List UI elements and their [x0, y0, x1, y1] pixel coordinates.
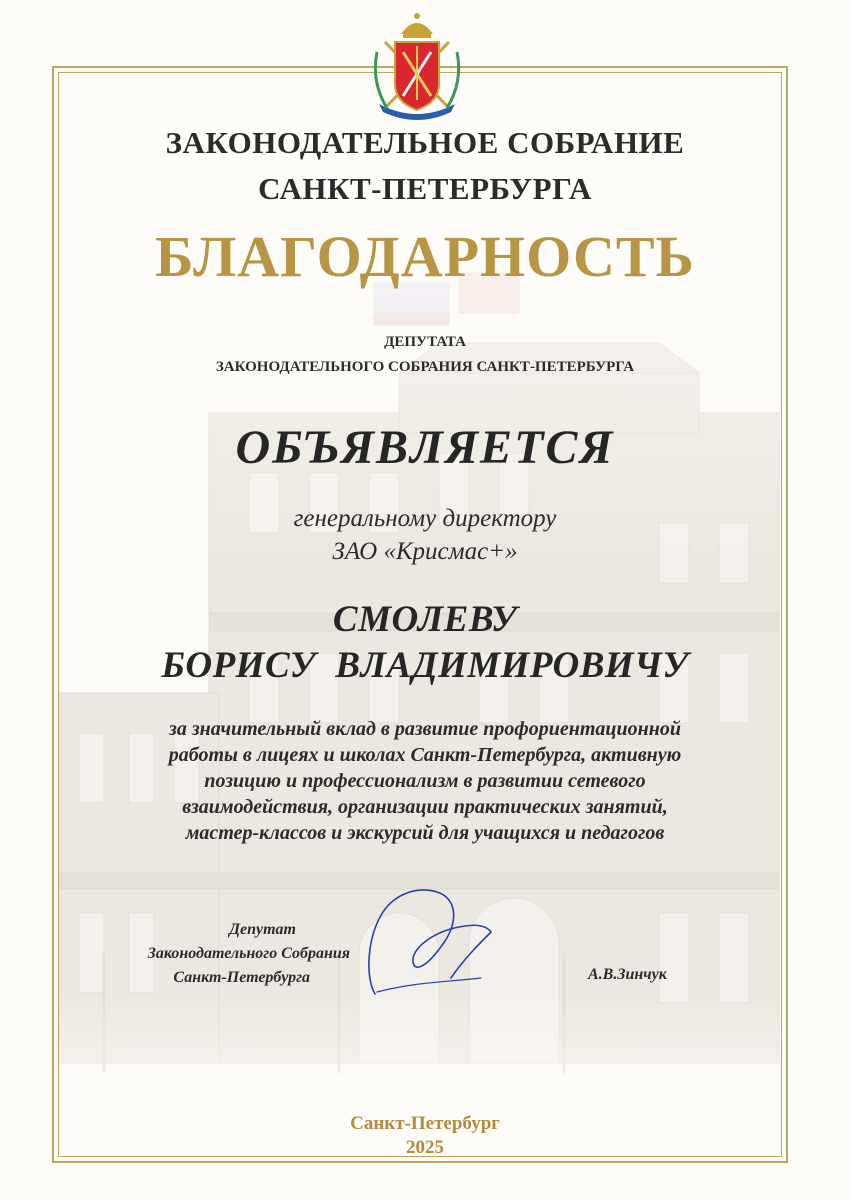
reason-line: работы в лицеях и школах Санкт-Петербурга, активную: [168, 744, 682, 766]
signer-role: [90, 918, 350, 990]
reason-text: [60, 716, 790, 846]
announce-heading: ОБЪЯВЛЯЕТСЯ: [235, 421, 615, 474]
signer-name: А.В.Зинчук: [588, 966, 667, 983]
footer: [60, 1112, 790, 1160]
deputy-line-1: ДЕПУТАТА: [384, 334, 466, 350]
assembly-heading: [60, 120, 790, 212]
reason-line: взаимодействия, организации практических занятий,: [182, 796, 668, 818]
signer-role-line-3: Санкт-Петербурга: [173, 969, 310, 986]
document-title: БЛАГОДАРНОСТЬ: [155, 224, 695, 289]
handwritten-signature: [355, 882, 505, 1007]
recipient-name: [60, 597, 790, 689]
footer-year: 2025: [406, 1137, 444, 1158]
reason-line: за значительный вклад в развитие профориентационной: [169, 718, 681, 740]
name-line-2: БОРИСУ ВЛАДИМИРОВИЧУ: [161, 645, 689, 686]
assembly-line-2: САНКТ-ПЕТЕРБУРГА: [258, 171, 592, 206]
recipient-position: [60, 502, 790, 568]
signer-role-line-1: Депутат: [229, 921, 296, 938]
position-line-2: ЗАО «Крисмас+»: [332, 538, 518, 565]
signer-role-line-2: Законодательного Собрания: [147, 945, 350, 962]
footer-city: Санкт-Петербург: [350, 1113, 500, 1134]
deputy-subheading: [60, 330, 790, 380]
reason-line: мастер-классов и экскурсий для учащихся и педагогов: [185, 822, 665, 844]
assembly-line-1: ЗАКОНОДАТЕЛЬНОЕ СОБРАНИЕ: [165, 125, 685, 160]
position-line-1: генеральному директору: [293, 505, 557, 532]
reason-line: позицию и профессионализм в развитии сетевого: [204, 770, 646, 792]
st-petersburg-coat-of-arms-icon: [367, 12, 467, 120]
deputy-line-2: ЗАКОНОДАТЕЛЬНОГО СОБРАНИЯ САНКТ-ПЕТЕРБУРГА: [215, 359, 635, 375]
name-line-1: СМОЛЕВУ: [332, 599, 518, 640]
